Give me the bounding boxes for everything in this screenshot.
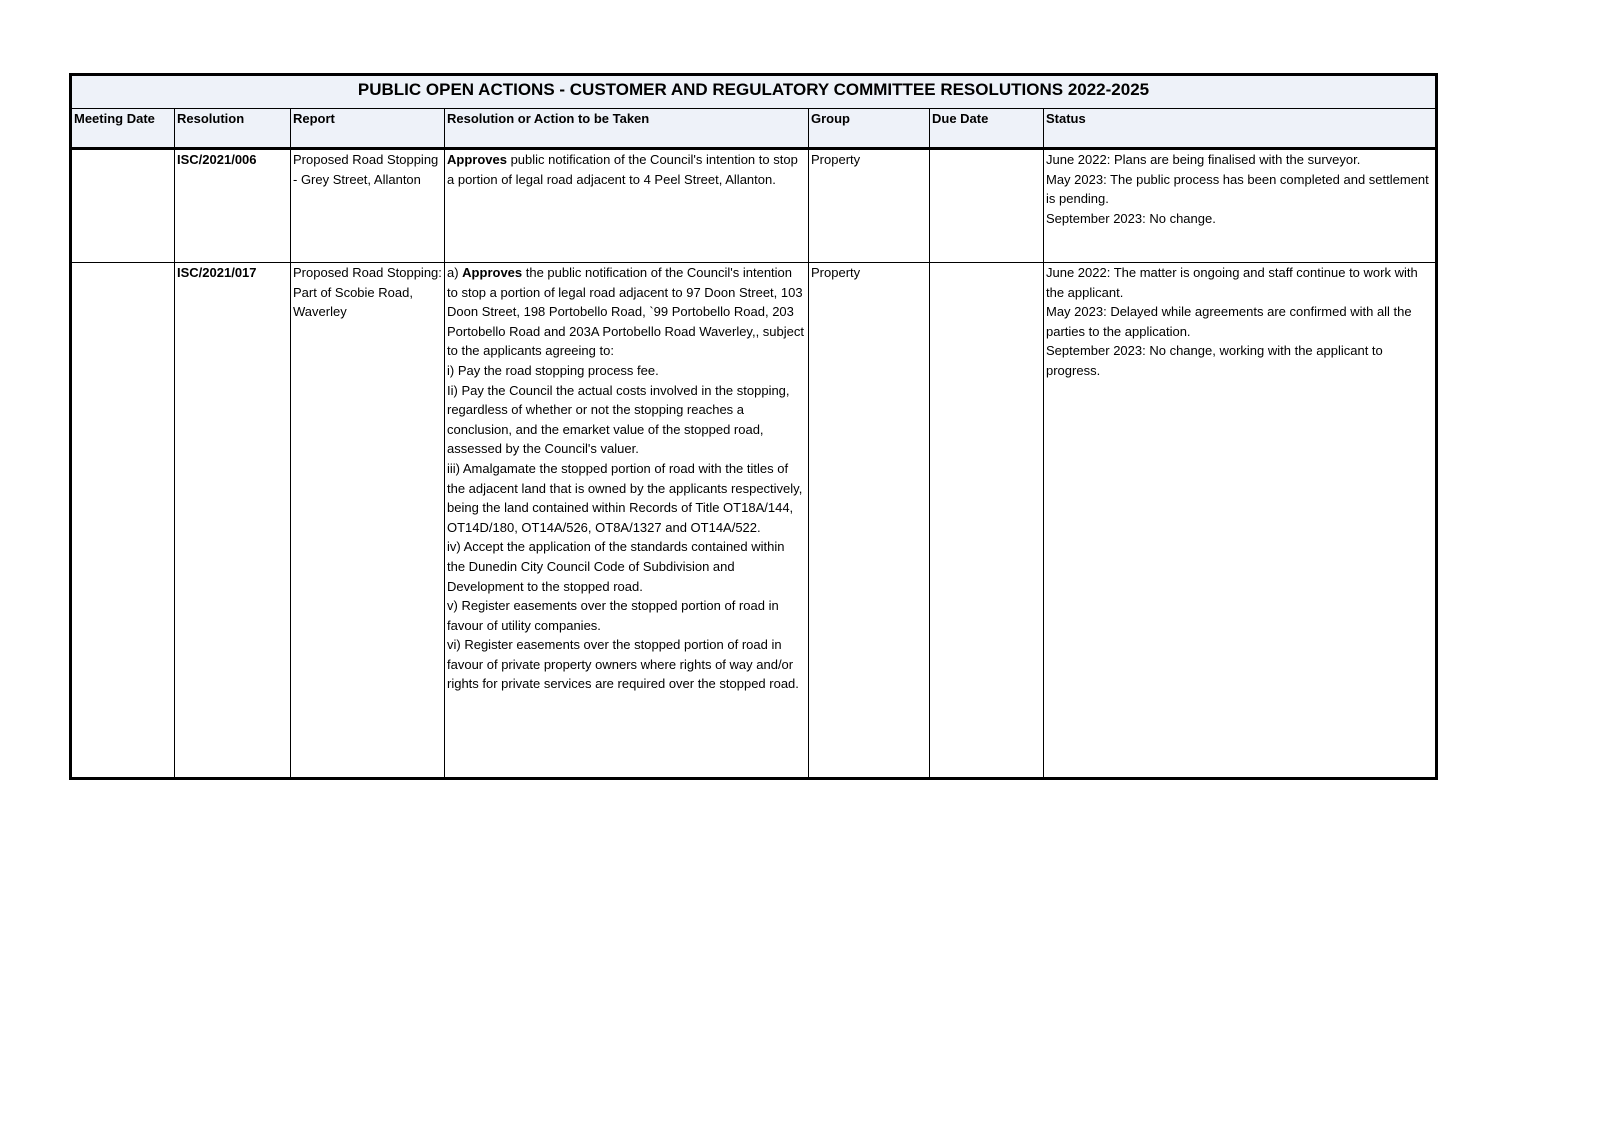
action-item: vi) Register easements over the stopped portion of road in favour of private property owners where rights of way and/or rights for private services are required over the stopped road. <box>447 637 799 692</box>
action-text: public notification of the Council's intention to stop a portion of legal road adjacent to 4 Peel Street, Allanton. <box>447 152 798 187</box>
group-cell: Property <box>809 149 930 263</box>
status-cell <box>1044 149 1437 263</box>
header-action: Resolution or Action to be Taken <box>445 109 809 149</box>
status-line: May 2023: The public process has been completed and settlement is pending. <box>1046 171 1429 207</box>
resolutions-table <box>69 73 1438 780</box>
action-cell <box>445 263 809 779</box>
action-bold-text: Approves <box>447 152 507 167</box>
resolution-cell: ISC/2021/017 <box>175 263 291 779</box>
action-text: the public notification of the Council's intention to stop a portion of legal road adjacent to 97 Doon Street, 103 Doon Street, 198 Portobello Road, `99 Portobello Road, 203 Portobello Road and 203A Portobello Road Waverley,, subject to the applicants agreeing to: <box>447 265 804 359</box>
table-row <box>71 263 1437 779</box>
header-due-date: Due Date <box>930 109 1044 149</box>
action-prefix: a) <box>447 265 463 280</box>
action-item: iii) Amalgamate the stopped portion of road with the titles of the adjacent land that is owned by the applicants respectively, being the land contained within Records of Title OT18A/144, OT14D/180, OT14A/526, OT8A/1327 and OT14A/522. <box>447 460 803 535</box>
action-bold-text: Approves <box>462 265 523 280</box>
meeting-date-cell <box>71 263 175 779</box>
report-cell: Proposed Road Stopping - Grey Street, Allanton <box>291 149 445 263</box>
action-item: i) Pay the road stopping process fee. <box>447 362 659 378</box>
meeting-date-cell <box>71 149 175 263</box>
action-intro <box>447 263 806 361</box>
status-line: May 2023: Delayed while agreements are confirmed with all the parties to the application. <box>1046 304 1412 339</box>
header-group: Group <box>809 109 930 149</box>
header-resolution: Resolution <box>175 109 291 149</box>
action-item: iv) Accept the application of the standards contained within the Dunedin City Council Code of Subdivision and Development to the stopped road. <box>447 539 785 594</box>
table-title: PUBLIC OPEN ACTIONS - CUSTOMER AND REGULATORY COMMITTEE RESOLUTIONS 2022-2025 <box>71 75 1437 109</box>
report-cell: Proposed Road Stopping: Part of Scobie Road, Waverley <box>291 263 445 779</box>
resolution-cell: ISC/2021/006 <box>175 149 291 263</box>
due-date-cell <box>930 149 1044 263</box>
header-meeting-date: Meeting Date <box>71 109 175 149</box>
status-line: September 2023: No change, working with the applicant to progress. <box>1046 343 1383 378</box>
status-line: June 2022: The matter is ongoing and staff continue to work with the applicant. <box>1046 265 1418 300</box>
group-cell: Property <box>809 263 930 779</box>
action-item: v) Register easements over the stopped portion of road in favour of utility companies. <box>447 598 779 633</box>
action-item: Ii) Pay the Council the actual costs involved in the stopping, regardless of whether or not the stopping reaches a conclusion, and the emarket value of the stopped road, assessed by the Council's valuer. <box>447 382 790 457</box>
status-line: September 2023: No change. <box>1046 210 1216 226</box>
resolutions-sheet <box>69 73 1435 780</box>
status-line: June 2022: Plans are being finalised with the surveyor. <box>1046 152 1361 167</box>
header-report: Report <box>291 109 445 149</box>
table-row <box>71 149 1437 263</box>
due-date-cell <box>930 263 1044 779</box>
status-cell <box>1044 263 1437 779</box>
header-status: Status <box>1044 109 1437 149</box>
action-cell <box>445 149 809 263</box>
